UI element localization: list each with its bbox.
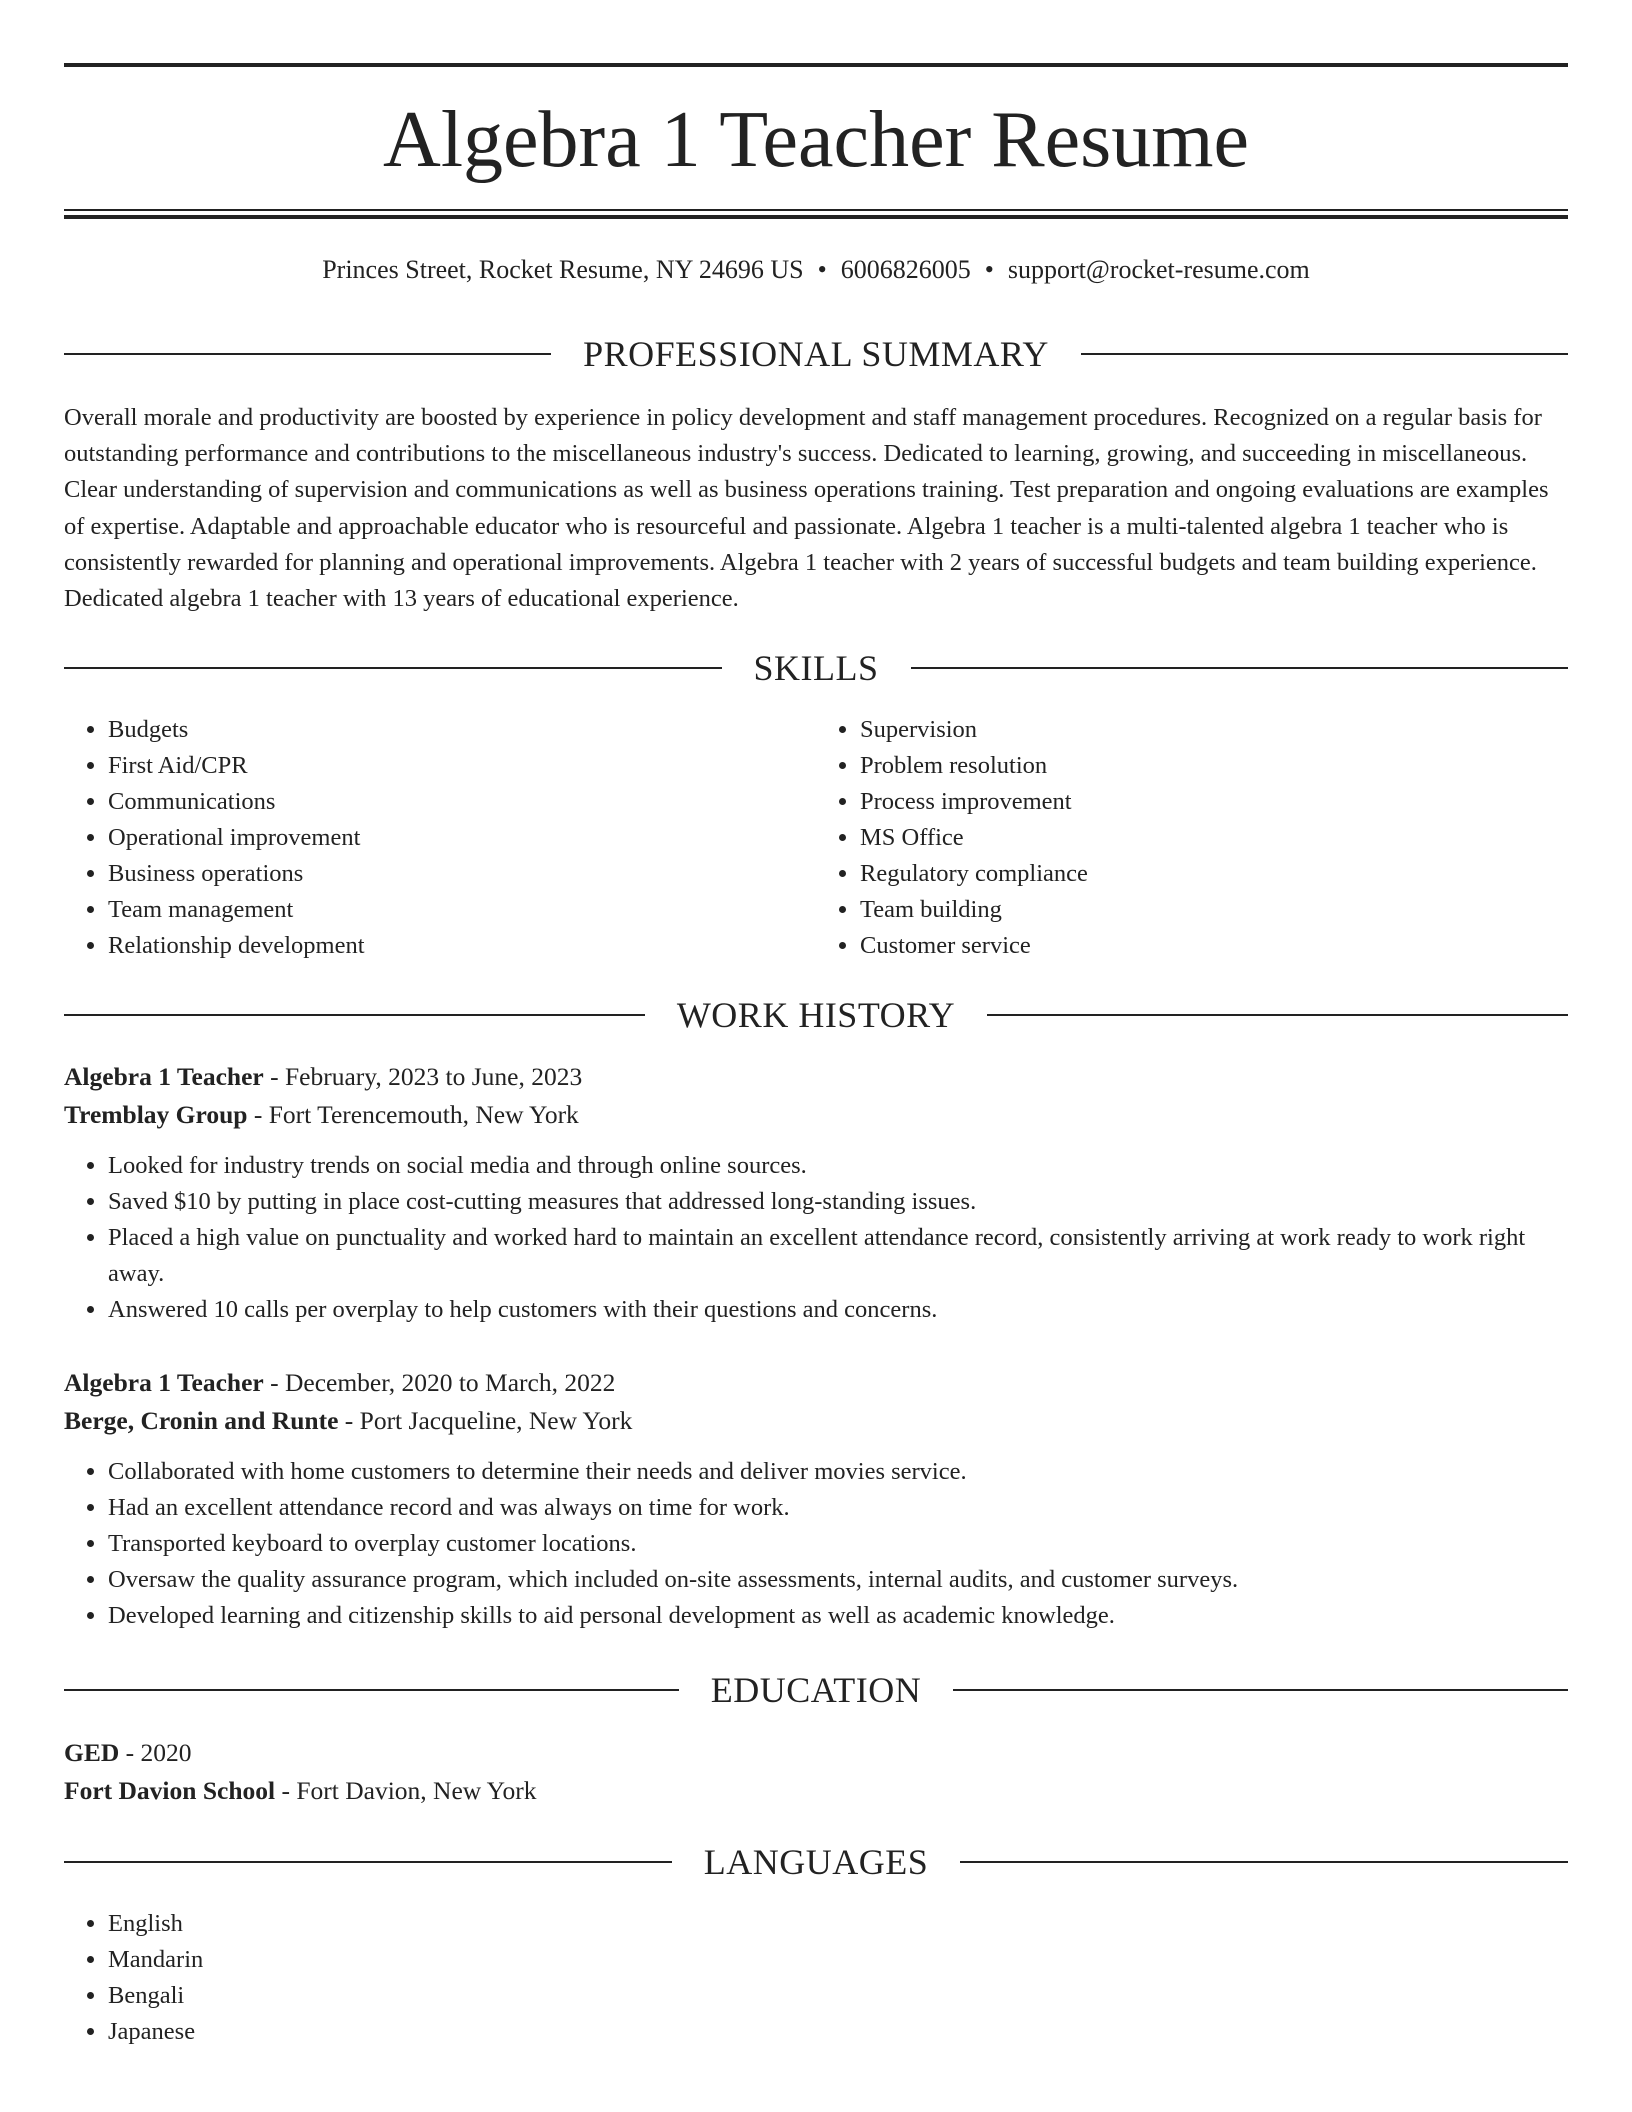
- contact-phone: 6006826005: [840, 255, 971, 284]
- job-company-line: [64, 1096, 1568, 1134]
- language-item: • Bengali: [108, 1978, 1568, 2014]
- skill-item: • Budgets: [108, 712, 816, 748]
- education-school: Fort Davion School: [64, 1776, 276, 1805]
- contact-email: support@rocket-resume.com: [1007, 255, 1310, 284]
- skills-heading-label: SKILLS: [753, 648, 879, 688]
- heading-rule-left: [64, 1014, 645, 1016]
- education-degree-line: [64, 1734, 1568, 1772]
- contact-separator: •: [984, 255, 994, 284]
- languages-list: [64, 1906, 1568, 2050]
- job-bullets: [64, 1148, 1568, 1328]
- job-title-line: [64, 1058, 1568, 1096]
- skill-item: • Regulatory compliance: [860, 856, 1568, 892]
- job-bullet: • Looked for industry trends on social media and through online sources.: [108, 1148, 1568, 1184]
- heading-rule-right: [987, 1014, 1568, 1016]
- title-double-rule: [64, 209, 1568, 219]
- job-bullets: [64, 1454, 1568, 1634]
- job-bullet: • Developed learning and citizenship skills to aid personal development as well as academic knowledge.: [108, 1598, 1568, 1634]
- languages-section-heading: [64, 1840, 1568, 1884]
- work-history-section-heading: [64, 993, 1568, 1037]
- summary-text: Overall morale and productivity are boosted by experience in policy development and staff management procedures. Recognized on a regular basis for outstanding performance and contributions to the miscellaneous industry's success. Dedicated to learning, growing, and succeeding in miscellaneous. Clear understanding of supervision and communications as well as business operations training. Test preparation and ongoing evaluations are examples of expertise. Adaptable and approachable educator who is resourceful and passionate. Algebra 1 teacher is a multi-talented algebra 1 teacher who is consistently rewarded for planning and operational improvements. Algebra 1 teacher with 2 years of successful budgets and team building experience. Dedicated algebra 1 teacher with 13 years of educational experience.: [64, 404, 1549, 613]
- job-bullet: • Collaborated with home customers to determine their needs and deliver movies service.: [108, 1454, 1568, 1490]
- job-entry: [64, 1364, 1568, 1634]
- job-company: Tremblay Group: [64, 1100, 248, 1129]
- job-bullet: • Saved $10 by putting in place cost-cutting measures that addressed long-standing issues.: [108, 1184, 1568, 1220]
- skill-item: • Business operations: [108, 856, 816, 892]
- skill-item: • First Aid/CPR: [108, 748, 816, 784]
- job-location: - Fort Terencemouth, New York: [247, 1100, 579, 1129]
- summary-heading-label: PROFESSIONAL SUMMARY: [583, 334, 1049, 374]
- job-location: - Port Jacqueline, New York: [338, 1406, 633, 1435]
- contact-line: [64, 253, 1568, 287]
- heading-rule-right: [911, 667, 1569, 669]
- skill-item: • Supervision: [860, 712, 1568, 748]
- work-history-heading-label: WORK HISTORY: [676, 995, 956, 1035]
- summary-section-heading: [64, 332, 1568, 376]
- job-entry: [64, 1058, 1568, 1328]
- skills-list-right: [816, 712, 1568, 964]
- contact-address: Princes Street, Rocket Resume, NY 24696 US: [322, 255, 804, 284]
- job-bullet: • Placed a high value on punctuality and worked hard to maintain an excellent attendance record, consistently arriving at work ready to work right away.: [108, 1220, 1568, 1292]
- heading-rule-left: [64, 353, 551, 355]
- heading-rule-right: [960, 1861, 1568, 1863]
- skills-list-left: [64, 712, 816, 964]
- skill-item: • Process improvement: [860, 784, 1568, 820]
- skill-item: • Problem resolution: [860, 748, 1568, 784]
- job-title-line: [64, 1364, 1568, 1402]
- education-year: - 2020: [119, 1738, 192, 1767]
- job-bullet: • Answered 10 calls per overplay to help customers with their questions and concerns.: [108, 1292, 1568, 1328]
- skill-item: • Team building: [860, 892, 1568, 928]
- skill-item: • Relationship development: [108, 928, 816, 964]
- top-rule: [64, 63, 1568, 67]
- skills-columns: [64, 712, 1568, 964]
- education-location: - Fort Davion, New York: [275, 1776, 537, 1805]
- job-company: Berge, Cronin and Runte: [64, 1406, 339, 1435]
- job-company-line: [64, 1402, 1568, 1440]
- skill-item: • MS Office: [860, 820, 1568, 856]
- heading-rule-left: [64, 667, 722, 669]
- skill-item: • Operational improvement: [108, 820, 816, 856]
- education-heading-label: EDUCATION: [710, 1670, 922, 1710]
- language-item: • Japanese: [108, 2014, 1568, 2050]
- education-entry: [64, 1734, 1568, 1810]
- heading-rule-left: [64, 1689, 679, 1691]
- job-title: Algebra 1 Teacher: [64, 1062, 264, 1091]
- job-dates: - December, 2020 to March, 2022: [263, 1368, 616, 1397]
- job-bullet: • Oversaw the quality assurance program, which included on-site assessments, internal audits, and customer surveys.: [108, 1562, 1568, 1598]
- skills-section-heading: [64, 646, 1568, 690]
- job-title: Algebra 1 Teacher: [64, 1368, 264, 1397]
- languages-heading-label: LANGUAGES: [703, 1842, 929, 1882]
- resume-title: Algebra 1 Teacher Resume: [383, 96, 1249, 184]
- job-bullet: • Transported keyboard to overplay customer locations.: [108, 1526, 1568, 1562]
- heading-rule-right: [953, 1689, 1568, 1691]
- education-section-heading: [64, 1668, 1568, 1712]
- language-item: • English: [108, 1906, 1568, 1942]
- skill-item: • Customer service: [860, 928, 1568, 964]
- heading-rule-right: [1081, 353, 1568, 355]
- skill-item: • Team management: [108, 892, 816, 928]
- job-bullet: • Had an excellent attendance record and was always on time for work.: [108, 1490, 1568, 1526]
- language-item: • Mandarin: [108, 1942, 1568, 1978]
- education-degree: GED: [64, 1738, 120, 1767]
- skill-item: • Communications: [108, 784, 816, 820]
- job-dates: - February, 2023 to June, 2023: [263, 1062, 583, 1091]
- heading-rule-left: [64, 1861, 672, 1863]
- education-school-line: [64, 1772, 1568, 1810]
- contact-separator: •: [817, 255, 827, 284]
